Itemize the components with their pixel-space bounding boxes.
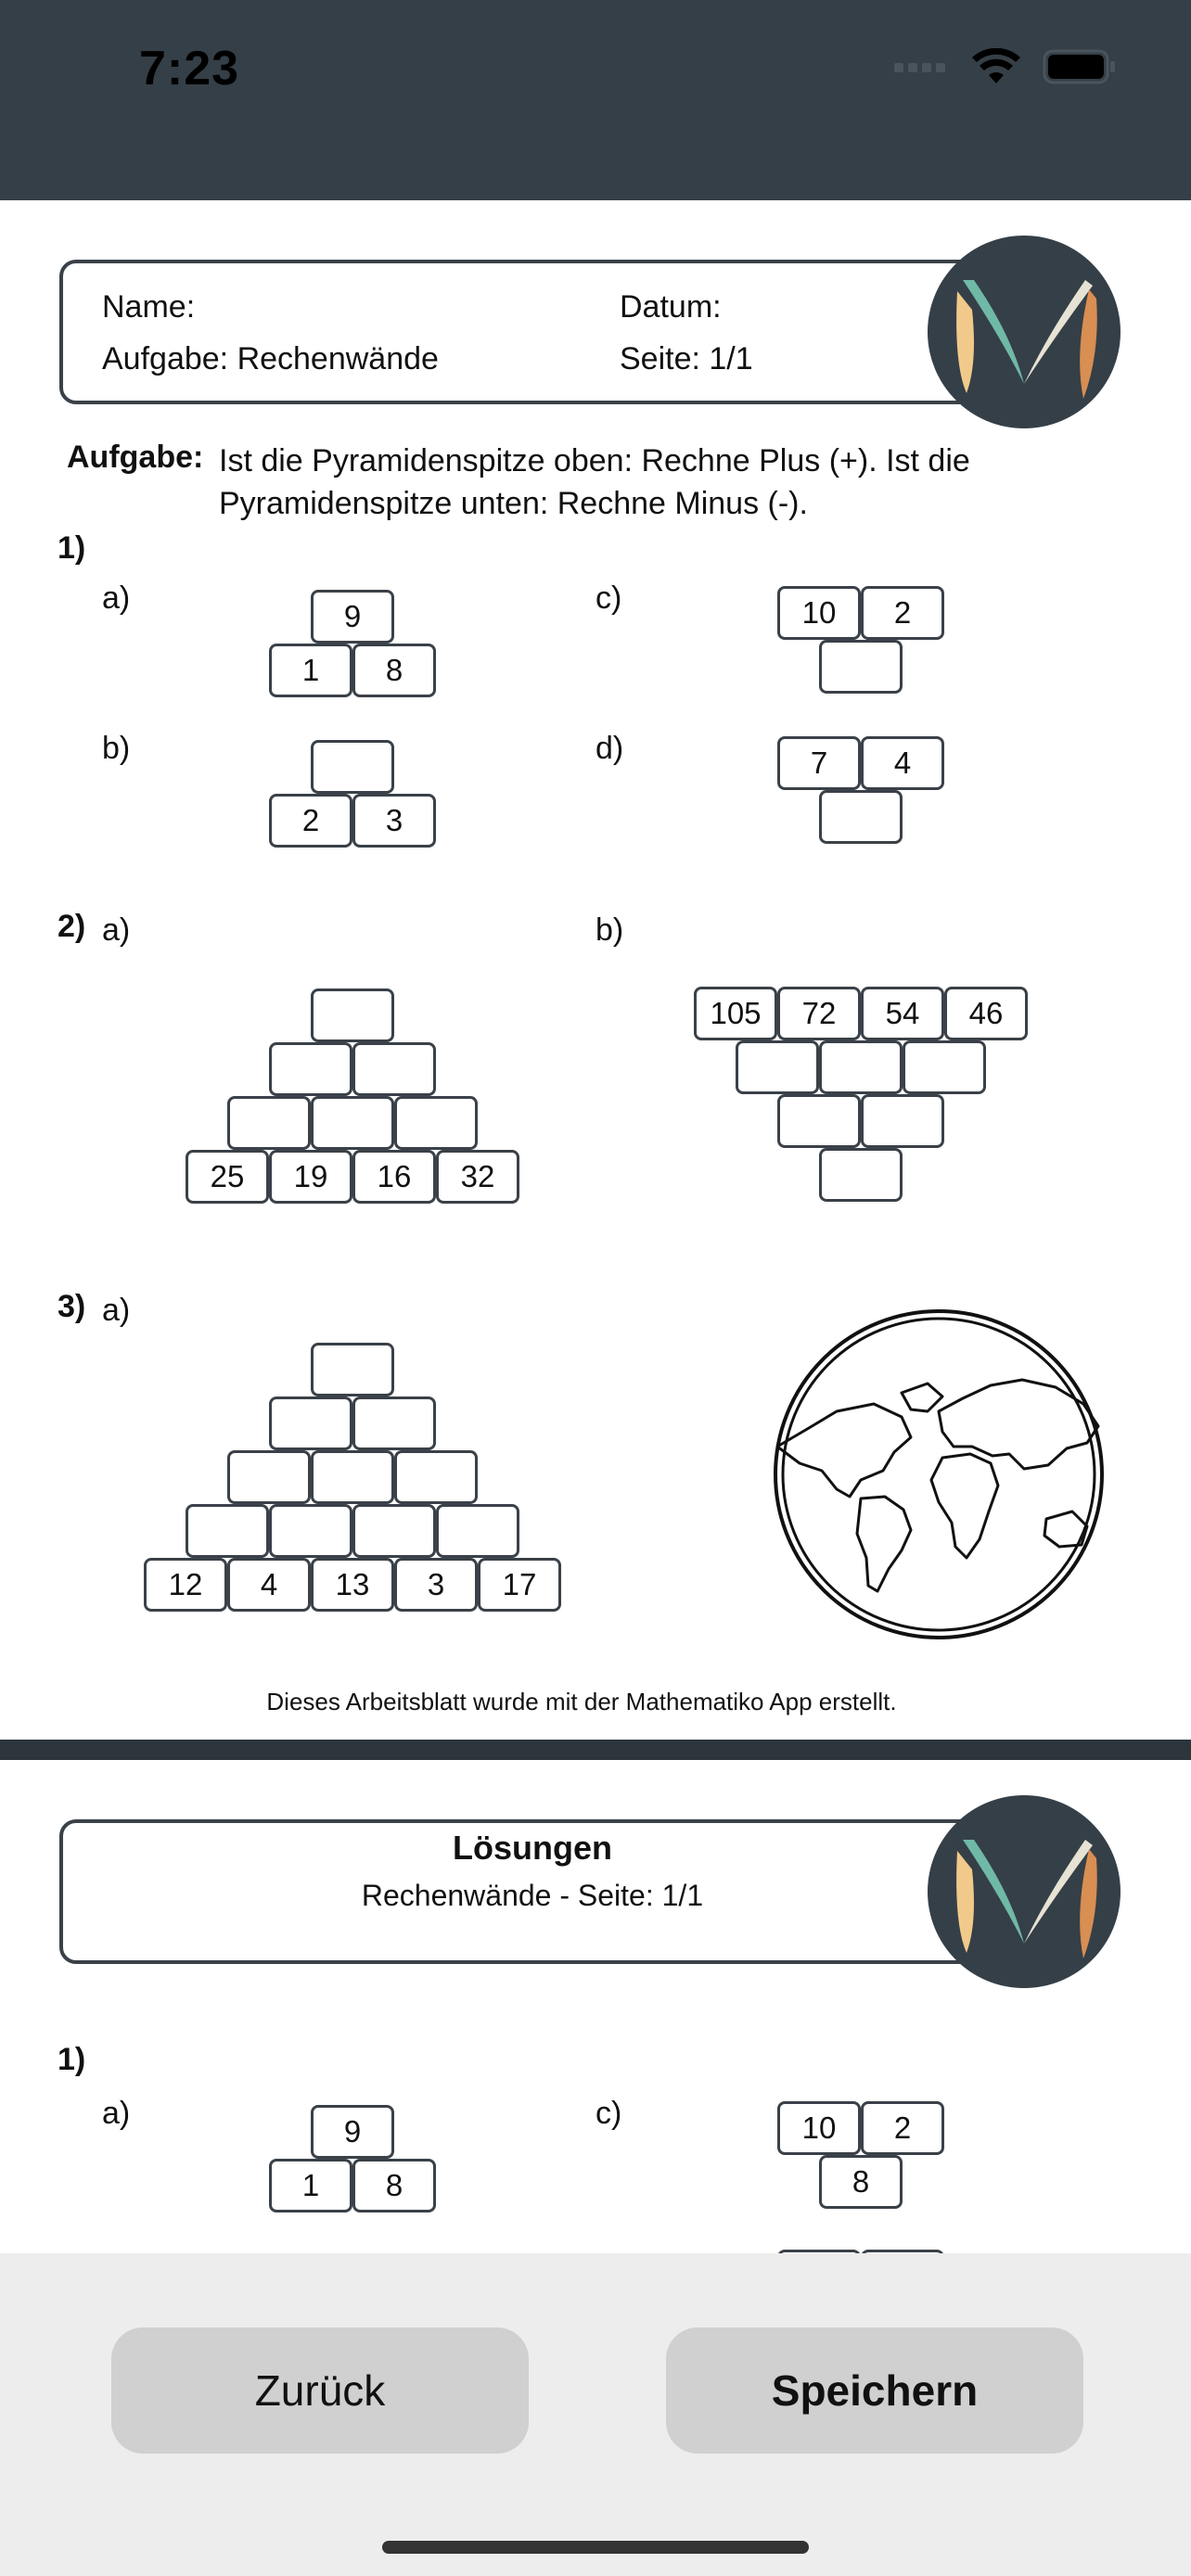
wall-cell-empty — [186, 1504, 269, 1558]
wifi-icon — [972, 48, 1020, 85]
solutions-subtitle: Rechenwände - Seite: 1/1 — [361, 1879, 704, 1912]
wall-cell: 9 — [311, 2105, 394, 2159]
wall-cell: 12 — [144, 1558, 227, 1612]
wall-cell-empty — [311, 988, 394, 1042]
task-1b-label: b) — [102, 731, 131, 766]
wall-cell-empty — [269, 1396, 352, 1450]
wall-cell: 13 — [311, 1558, 394, 1612]
signal-icon — [894, 57, 950, 76]
solutions-section-1-number: 1) — [58, 2042, 86, 2077]
wall-cell-empty — [311, 1096, 394, 1150]
task-3a-label: a) — [102, 1293, 131, 1328]
section-3-number: 3) — [58, 1289, 86, 1324]
wall-cell: 9 — [311, 590, 394, 644]
wall-cell: 105 — [694, 987, 777, 1040]
wall-cell-empty — [436, 1504, 519, 1558]
wall-cell-empty — [777, 1094, 861, 1148]
wall-cell-empty — [352, 1396, 436, 1450]
status-icons — [894, 48, 1117, 85]
wall-cell: 2 — [861, 2101, 944, 2155]
mathematiko-logo — [926, 1793, 1122, 1990]
wall-cell-empty — [227, 1450, 311, 1504]
wall-cell: 19 — [269, 1150, 352, 1204]
mathematiko-logo — [926, 234, 1122, 430]
status-bar — [0, 0, 1191, 200]
wall-cell: 7 — [777, 736, 861, 790]
wall-cell: 25 — [186, 1150, 269, 1204]
wall-cell: 8 — [352, 2159, 436, 2213]
wall-cell: 32 — [436, 1150, 519, 1204]
wall-cell-empty — [311, 740, 394, 794]
task-1c-label: c) — [596, 580, 622, 616]
solutions-page — [0, 1760, 1191, 2253]
wall-cell-empty — [861, 1094, 944, 1148]
save-button[interactable]: Speichern — [666, 2327, 1083, 2454]
worksheet-header — [59, 260, 1005, 404]
instruction-label: Aufgabe: — [67, 440, 204, 475]
wall-cell-empty — [311, 1450, 394, 1504]
wall-cell-empty — [311, 1343, 394, 1396]
wall-cell-empty — [352, 1042, 436, 1096]
home-indicator[interactable] — [382, 2541, 809, 2554]
battery-icon — [1043, 49, 1117, 84]
wall-cell: 4 — [227, 1558, 311, 1612]
wall-cell: 54 — [861, 987, 944, 1040]
section-2-number: 2) — [58, 909, 86, 944]
task-1a-label: a) — [102, 580, 131, 616]
wall-cell-empty — [819, 640, 903, 694]
wall-cell: 72 — [777, 987, 861, 1040]
wall-cell-empty — [736, 1040, 819, 1094]
wall-cell: 17 — [478, 1558, 561, 1612]
section-1-number: 1) — [58, 530, 86, 566]
solutions-title: Lösungen — [453, 1829, 612, 1867]
task-title: Aufgabe: Rechenwände — [102, 341, 439, 376]
worksheet-page — [0, 200, 1191, 1740]
solution-1a-label: a) — [102, 2096, 131, 2131]
globe-icon — [772, 1307, 1106, 1641]
wall-cell: 10 — [777, 2101, 861, 2155]
wall-cell: 10 — [777, 586, 861, 640]
wall-cell: 2 — [861, 586, 944, 640]
wall-cell-empty — [903, 1040, 986, 1094]
date-label: Datum: — [620, 289, 722, 325]
wall-cell: 8 — [819, 2155, 903, 2209]
footer-note: Dieses Arbeitsblatt wurde mit der Mathematiko App erstellt. — [266, 1688, 897, 1715]
page-divider — [0, 1740, 1191, 1760]
wall-cell-empty — [352, 1504, 436, 1558]
wall-cell-empty — [819, 1148, 903, 1202]
wall-cell: 1 — [269, 2159, 352, 2213]
wall-cell: 3 — [352, 794, 436, 848]
status-time: 7:23 — [139, 42, 240, 96]
wall-cell: 46 — [944, 987, 1028, 1040]
wall-cell-empty — [394, 1096, 478, 1150]
solution-1c-label: c) — [596, 2096, 622, 2131]
wall-cell: 1 — [269, 644, 352, 697]
task-1d-label: d) — [596, 731, 624, 766]
wall-cell-empty — [394, 1450, 478, 1504]
wall-cell-empty — [819, 1040, 903, 1094]
page-label: Seite: 1/1 — [620, 341, 753, 376]
wall-cell: 4 — [861, 736, 944, 790]
wall-cell-empty — [269, 1042, 352, 1096]
wall-cell: 2 — [269, 794, 352, 848]
wall-cell-empty — [227, 1096, 311, 1150]
task-2a-label: a) — [102, 912, 131, 948]
wall-cell: 3 — [394, 1558, 478, 1612]
bottom-action-bar — [0, 2253, 1191, 2576]
instruction-text: Ist die Pyramidenspitze oben: Rechne Plus (+). Ist die Pyramidenspitze unten: Rechne Minus (-). — [219, 443, 970, 521]
task-2b-label: b) — [596, 912, 624, 948]
wall-cell-empty — [269, 1504, 352, 1558]
name-label: Name: — [102, 289, 196, 325]
back-button[interactable]: Zurück — [111, 2327, 529, 2454]
wall-cell: 16 — [352, 1150, 436, 1204]
wall-cell: 8 — [352, 644, 436, 697]
wall-cell-empty — [819, 790, 903, 844]
